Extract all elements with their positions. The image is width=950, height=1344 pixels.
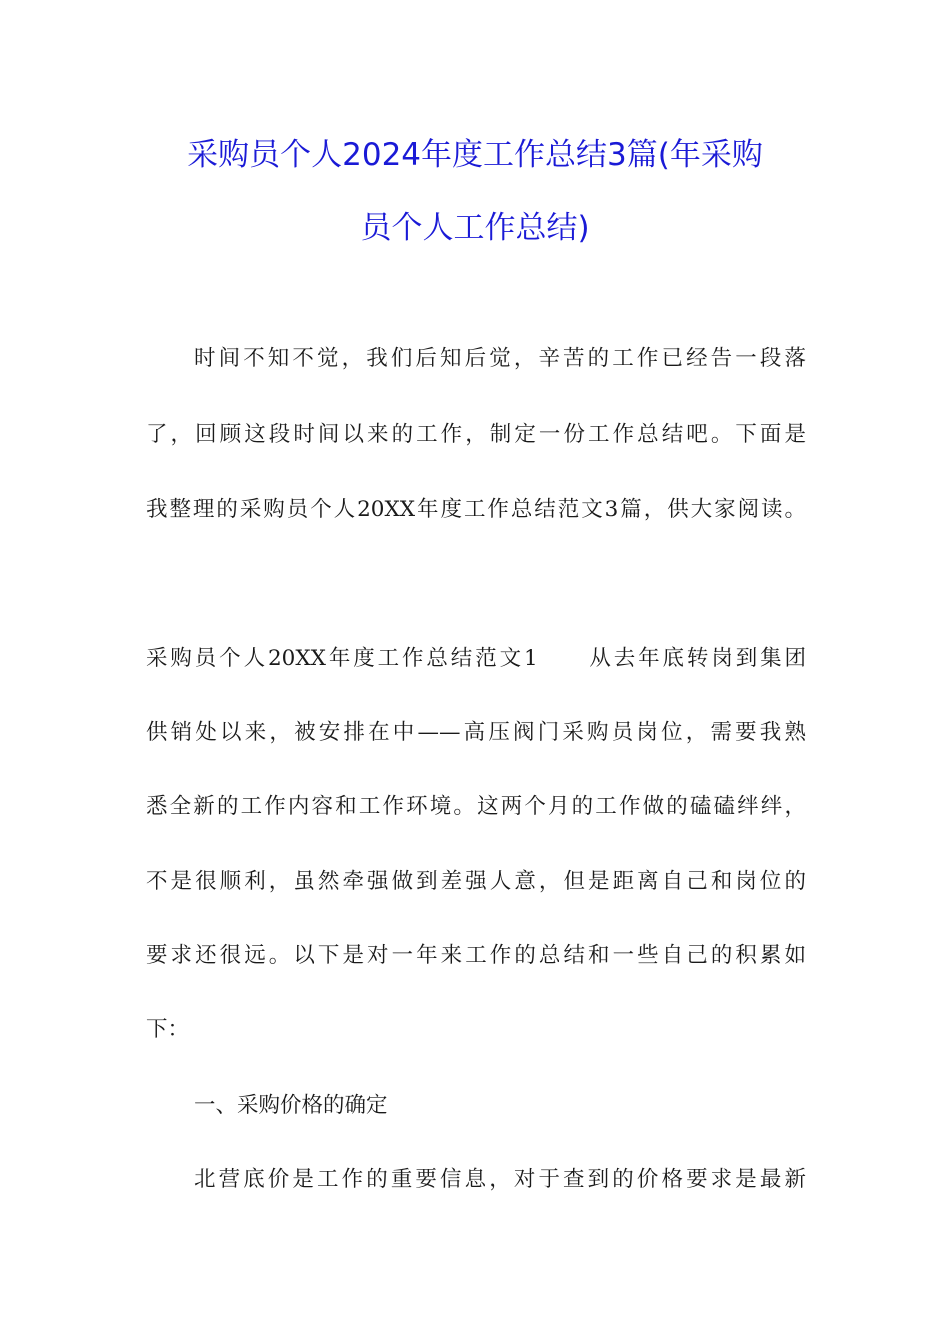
intro-line-3: 我整理的采购员个人20XX年度工作总结范文3篇，供大家阅读。	[146, 497, 806, 522]
section1-line-4: 不是很顺利，虽然牵强做到差强人意，但是距离自己和岗位的	[146, 869, 806, 894]
section1-line-5: 要求还很远。以下是对一年来工作的总结和一些自己的积累如	[146, 943, 806, 968]
section1-line-6: 下：	[146, 1017, 190, 1042]
section1-line-2: 供销处以来，被安排在中——高压阀门采购员岗位，需要我熟	[146, 720, 806, 745]
section-heading-1: 一、采购价格的确定	[194, 1093, 388, 1118]
section1-line-1: 采购员个人20XX年度工作总结范文1 从去年底转岗到集团	[146, 646, 806, 671]
intro-line-2: 了，回顾这段时间以来的工作，制定一份工作总结吧。下面是	[146, 422, 806, 447]
section1-line-3: 悉全新的工作内容和工作环境。这两个月的工作做的磕磕绊绊，	[146, 794, 806, 819]
document-title-line-1: 采购员个人2024年度工作总结3篇(年采购	[187, 137, 763, 173]
intro-line-1: 时间不知不觉，我们后知后觉，辛苦的工作已经告一段落	[194, 346, 806, 371]
paragraph-line: 北营底价是工作的重要信息，对于查到的价格要求是最新	[194, 1167, 806, 1192]
document-title-line-2: 员个人工作总结)	[360, 210, 590, 246]
